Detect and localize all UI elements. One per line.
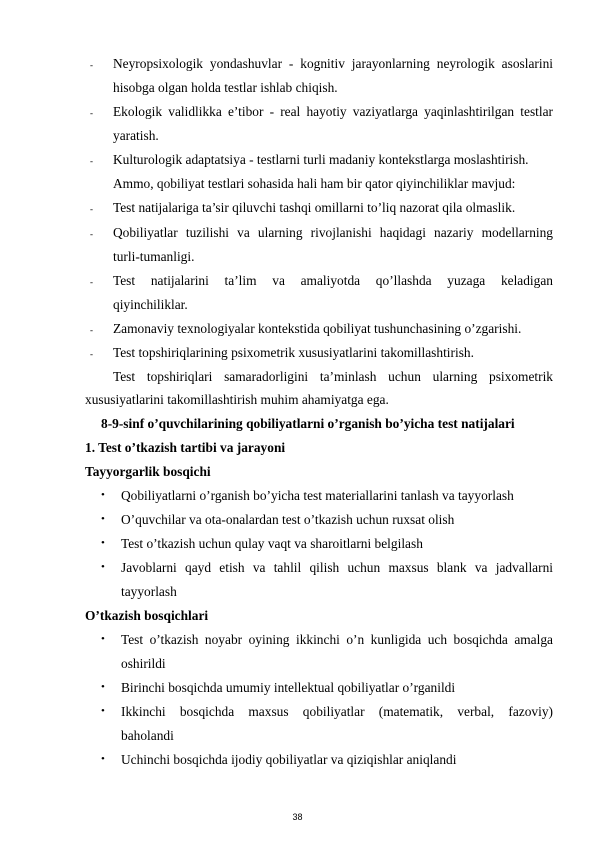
dash-marker: - xyxy=(90,60,93,70)
bullet-marker: • xyxy=(101,705,105,717)
list-item: Neyropsixologik yondashuvlar - kognitiv jarayonlarning neyrologik asoslarini xyxy=(113,56,553,71)
list-item: Test o’tkazish noyabr oyining ikkinchi o’n kunligida uch bosqichda amalga xyxy=(121,632,553,647)
list-item-continuation: yaratish. xyxy=(113,128,159,143)
subsection-title: 1. Test o’tkazish tartibi va jarayoni xyxy=(85,440,286,455)
list-item-continuation: oshirildi xyxy=(121,656,166,671)
list-item: Zamonaviy texnologiyalar kontekstida qobiliyat tushunchasining o’zgarishi. xyxy=(113,321,522,336)
dash-marker: - xyxy=(90,349,93,359)
paragraph-line: Test topshiriqlari samaradorligini ta’minlash uchun ularning psixometrik xyxy=(113,369,553,384)
list-item-continuation: turli-tumanligi. xyxy=(113,249,195,264)
stages-heading: O’tkazish bosqichlari xyxy=(85,608,209,623)
bullet-marker: • xyxy=(101,633,105,645)
prep-heading: Tayyorgarlik bosqichi xyxy=(85,464,211,479)
list-item-continuation: Ammo, qobiliyat testlari sohasida hali ham bir qator qiyinchiliklar mavjud: xyxy=(113,176,516,191)
bullet-marker: • xyxy=(101,537,105,549)
page-number: 38 xyxy=(292,812,303,822)
dash-marker: - xyxy=(90,108,93,118)
list-item: Test topshiriqlarining psixometrik xususiyatlarini takomillashtirish. xyxy=(113,345,474,360)
list-item: Test natijalarini ta’lim va amaliyotda qo’llashda yuzaga keladigan xyxy=(113,273,553,288)
list-item: Birinchi bosqichda umumiy intellektual qobiliyatlar o’rganildi xyxy=(121,680,456,695)
list-item: Qobiliyatlar tuzilishi va ularning rivojlanishi haqidagi nazariy modellarning xyxy=(113,225,553,240)
bullet-marker: • xyxy=(101,681,105,693)
list-item-continuation: hisobga olgan holda testlar ishlab chiqish. xyxy=(113,80,338,95)
paragraph-line: xususiyatlarini takomillashtirish muhim ahamiyatga ega. xyxy=(85,392,389,407)
list-item: Test natijalariga ta’sir qiluvchi tashqi omillarni to’liq nazorat qila olmaslik. xyxy=(113,200,516,215)
list-item: Ikkinchi bosqichda maxsus qobiliyatlar (matematik, verbal, fazoviy) xyxy=(121,704,553,719)
section-title: 8-9-sinf o’quvchilarining qobiliyatlarni o’rganish bo’yicha test natijalari xyxy=(101,416,515,431)
dash-marker: - xyxy=(90,156,93,166)
dash-marker: - xyxy=(90,325,93,335)
dash-marker: - xyxy=(90,229,93,239)
list-item-continuation: baholandi xyxy=(121,728,174,743)
list-item-continuation: qiyinchiliklar. xyxy=(113,297,188,312)
list-item: Kulturologik adaptatsiya - testlarni turli madaniy kontekstlarga moslashtirish. xyxy=(113,152,529,167)
bullet-marker: • xyxy=(101,561,105,573)
list-item: Qobiliyatlarni o’rganish bo’yicha test materiallarini tanlash va tayyorlash xyxy=(121,488,514,503)
list-item: O’quvchilar va ota-onalardan test o’tkazish uchun ruxsat olish xyxy=(121,512,455,527)
list-item: Uchinchi bosqichda ijodiy qobiliyatlar va qiziqishlar aniqlandi xyxy=(121,752,457,767)
dash-marker: - xyxy=(90,204,93,214)
bullet-marker: • xyxy=(101,513,105,525)
dash-marker: - xyxy=(90,277,93,287)
list-item: Test o’tkazish uchun qulay vaqt va sharoitlarni belgilash xyxy=(121,536,423,551)
bullet-marker: • xyxy=(101,753,105,765)
list-item-continuation: tayyorlash xyxy=(121,584,177,599)
list-item: Javoblarni qayd etish va tahlil qilish uchun maxsus blank va jadvallarni xyxy=(121,560,553,575)
bullet-marker: • xyxy=(101,489,105,501)
list-item: Ekologik validlikka e’tibor - real hayotiy vaziyatlarga yaqinlashtirilgan testlar xyxy=(113,104,553,119)
